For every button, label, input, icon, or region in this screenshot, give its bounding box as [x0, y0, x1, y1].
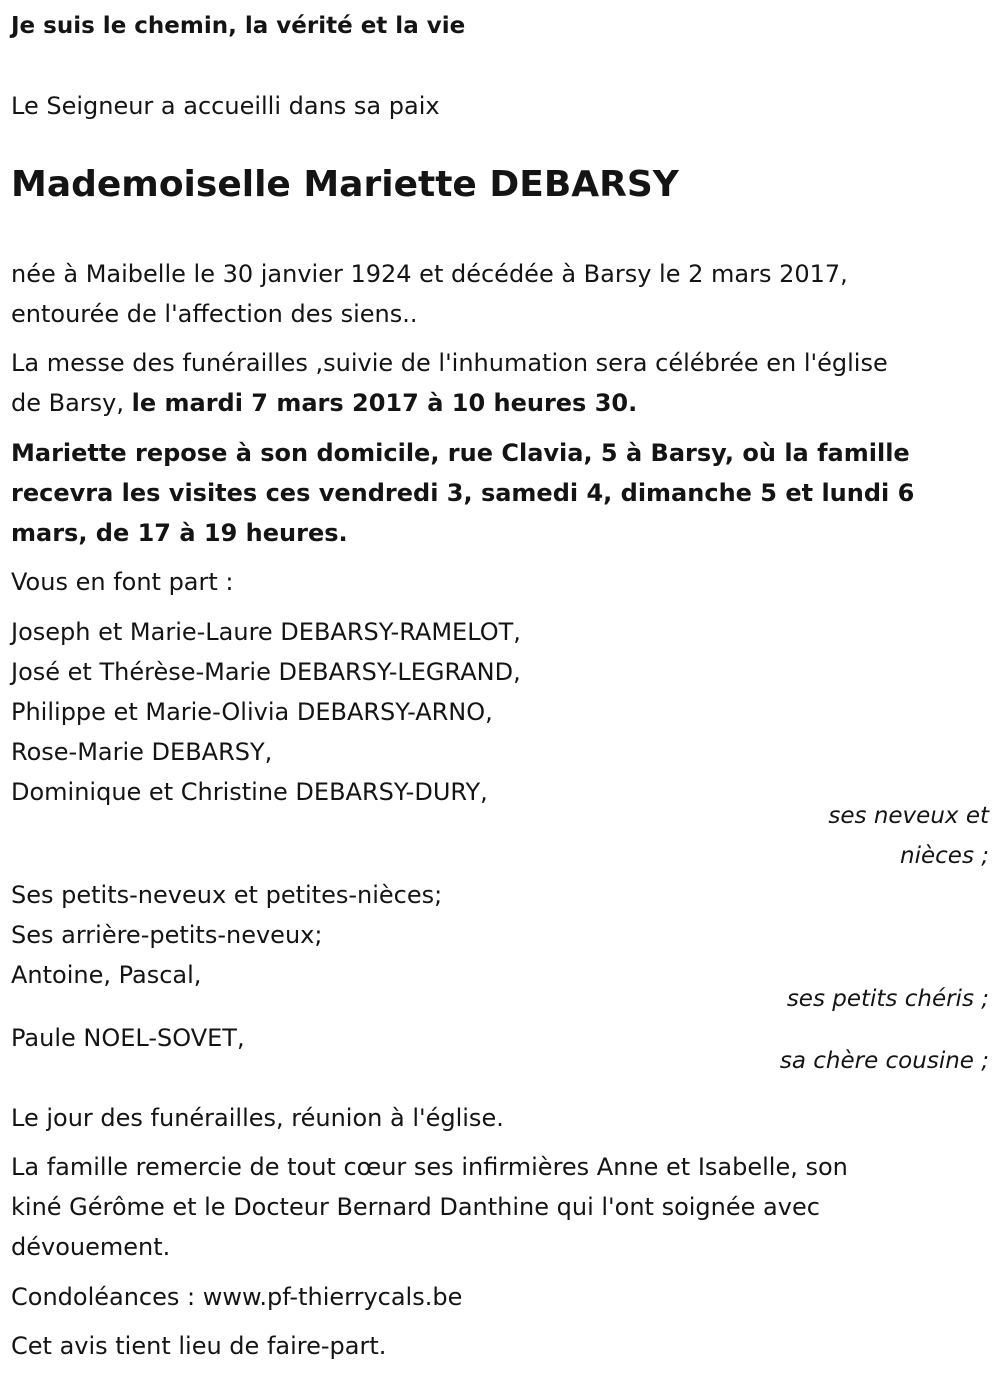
thanks-line-2: kiné Gérôme et le Docteur Bernard Danthine qui l'ont soignée avec — [11, 1193, 820, 1221]
mass-line-1: La messe des funérailles ,suivie de l'inhumation sera célébrée en l'église — [11, 349, 888, 377]
family-member: José et Thérèse-Marie DEBARSY-LEGRAND, — [11, 658, 521, 686]
family-member: Dominique et Christine DEBARSY-DURY, — [11, 778, 488, 806]
deceased-name: Mademoiselle Mariette DEBARSY — [11, 164, 679, 205]
family-member: Joseph et Marie-Laure DEBARSY-RAMELOT, — [11, 618, 521, 646]
thanks-line-1: La famille remercie de tout cœur ses infirmières Anne et Isabelle, son — [11, 1153, 848, 1181]
intro-text: Le Seigneur a accueilli dans sa paix — [11, 92, 440, 120]
extended-family-member: Ses arrière-petits-neveux; — [11, 921, 323, 949]
family-relation-line-2: nièces ; — [900, 843, 989, 869]
mass-line-2 — [11, 383, 637, 423]
family-member: Philippe et Marie-Olivia DEBARSY-ARNO, — [11, 698, 493, 726]
gathering-text: Le jour des funérailles, réunion à l'église. — [11, 1104, 504, 1132]
birth-death-line-1: née à Maibelle le 30 janvier 1924 et décédée à Barsy le 2 mars 2017, — [11, 260, 848, 288]
mass-date-time: le mardi 7 mars 2017 à 10 heures 30. — [131, 389, 638, 417]
visitation-line-1: Mariette repose à son domicile, rue Clavia, 5 à Barsy, où la famille — [11, 439, 910, 467]
condolences-text: Condoléances : www.pf-thierrycals.be — [11, 1283, 463, 1311]
visitation-line-3: mars, de 17 à 19 heures. — [11, 519, 348, 547]
thanks-line-3: dévouement. — [11, 1233, 171, 1261]
family-member: Rose-Marie DEBARSY, — [11, 738, 273, 766]
cousin-relation: sa chère cousine ; — [779, 1048, 989, 1074]
birth-death-line-2: entourée de l'affection des siens.. — [11, 300, 418, 328]
announce-label: Vous en font part : — [11, 568, 234, 596]
mass-line-2-prefix: de Barsy, — [11, 389, 132, 417]
extended-family-member: Antoine, Pascal, — [11, 961, 202, 989]
extended-relation: ses petits chéris ; — [786, 986, 989, 1012]
visitation-line-2: recevra les visites ces vendredi 3, samedi 4, dimanche 5 et lundi 6 — [11, 479, 915, 507]
family-relation-line-1: ses neveux et — [828, 803, 989, 829]
closing-text: Cet avis tient lieu de faire-part. — [11, 1332, 387, 1360]
motto-text: Je suis le chemin, la vérité et la vie — [11, 13, 466, 39]
cousin-name: Paule NOEL-SOVET, — [11, 1024, 245, 1052]
extended-family-member: Ses petits-neveux et petites-nièces; — [11, 881, 443, 909]
